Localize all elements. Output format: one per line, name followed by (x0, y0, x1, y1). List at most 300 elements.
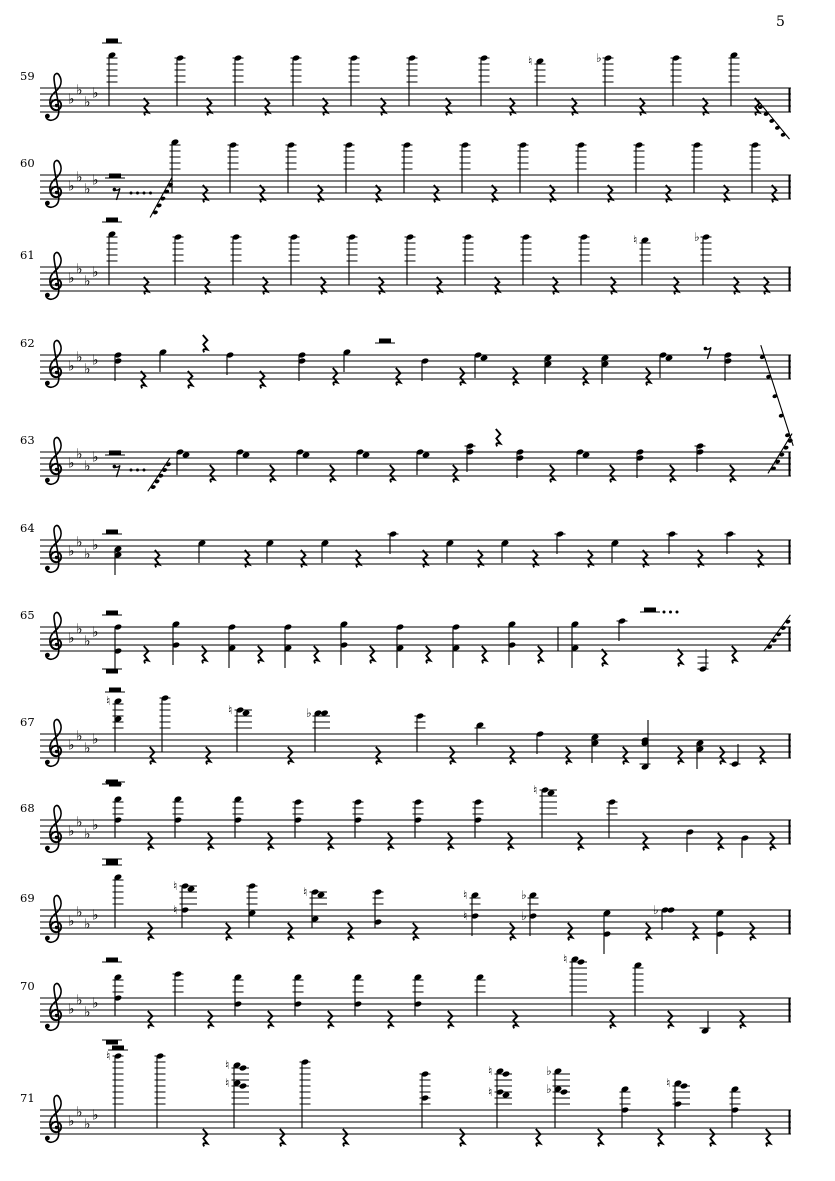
note (155, 1052, 166, 1128)
quarter-rest-icon (495, 277, 500, 294)
quarter-rest-icon (268, 1011, 273, 1028)
treble-clef-icon (45, 253, 61, 300)
note (175, 54, 186, 106)
key-signature-flat-icon: ♭ (92, 449, 99, 466)
note (698, 649, 709, 673)
measure-number: 63 (20, 433, 35, 447)
note (228, 623, 236, 668)
note (173, 970, 184, 1016)
quarter-rest-icon (764, 277, 769, 294)
quarter-rest-icon (703, 98, 708, 115)
notehead (667, 906, 675, 913)
note (686, 828, 694, 852)
note (247, 882, 258, 928)
quarter-rest-icon (460, 368, 465, 385)
note (321, 539, 329, 563)
quarter-rest-icon (448, 1011, 453, 1028)
quarter-rest-icon (602, 649, 607, 666)
note (475, 721, 486, 745)
quarter-rest-icon (434, 185, 439, 202)
system-63 (20, 429, 793, 491)
note (596, 51, 614, 106)
note (563, 952, 587, 1016)
natural-icon: ♮ (173, 903, 178, 917)
note (266, 539, 274, 563)
note (421, 357, 429, 381)
quarter-rest-icon (643, 833, 648, 850)
quarter-rest-icon (482, 646, 487, 663)
quarter-rest-icon (666, 185, 671, 202)
quarter-rest-icon (732, 646, 737, 663)
quarter-rest-icon (396, 368, 401, 385)
flat-icon: ♭ (694, 230, 700, 244)
key-signature-flat-icon: ♭ (84, 1004, 91, 1021)
quarter-rest-icon (203, 185, 208, 202)
key-signature-flat-icon: ♭ (76, 82, 83, 99)
note (555, 530, 566, 554)
quarter-rest-icon (245, 550, 250, 567)
grace-run (150, 177, 173, 217)
natural-icon: ♮ (488, 1085, 493, 1099)
augmentation-dot (149, 192, 152, 195)
quarter-rest-icon (734, 277, 739, 294)
note (291, 54, 302, 106)
key-signature-flat-icon: ♭ (92, 1107, 99, 1124)
key-signature-flat-icon: ♭ (84, 458, 91, 475)
quarter-rest-icon (144, 98, 149, 115)
quarter-rest-icon (510, 98, 515, 115)
note (694, 230, 712, 285)
key-signature-flat-icon: ♭ (68, 630, 75, 647)
natural-icon: ♮ (225, 1076, 230, 1090)
note (349, 54, 360, 106)
key-signature-flat-icon: ♭ (68, 1001, 75, 1018)
half-rest-block (105, 688, 125, 693)
quarter-rest-icon (550, 465, 555, 482)
note (696, 739, 704, 769)
note (160, 694, 171, 752)
quarter-rest-icon (608, 185, 613, 202)
key-signature-flat-icon: ♭ (68, 1113, 75, 1130)
quarter-rest-icon (760, 747, 765, 764)
quarter-rest-icon (413, 923, 418, 940)
key-signature-flat-icon: ♭ (68, 358, 75, 375)
key-signature-flat-icon: ♭ (76, 992, 83, 1009)
quarter-rest-icon (674, 277, 679, 294)
quarter-rest-icon (148, 833, 153, 850)
quarter-rest-icon (583, 368, 588, 385)
note (729, 51, 740, 106)
key-signature-flat-icon: ♭ (84, 740, 91, 757)
note (465, 442, 476, 472)
quarter-rest-icon (496, 429, 501, 446)
treble-clef-icon (45, 438, 61, 485)
natural-icon: ♮ (173, 879, 178, 893)
note (286, 141, 297, 193)
quarter-rest-icon (301, 550, 306, 567)
half-rest-block (375, 339, 395, 344)
note (405, 233, 416, 285)
measure-number: 65 (20, 608, 35, 622)
quarter-rest-icon (758, 550, 763, 567)
key-signature-flat-icon: ♭ (76, 904, 83, 921)
key-signature-flat-icon: ♭ (76, 349, 83, 366)
quarter-rest-icon (388, 833, 393, 850)
measure-number: 71 (20, 1091, 35, 1105)
quarter-rest-icon (141, 371, 146, 388)
system-61 (20, 218, 791, 300)
quarter-rest-icon (720, 747, 725, 764)
key-signature-flat-icon: ♭ (76, 446, 83, 463)
quarter-rest-icon (150, 747, 155, 764)
quarter-rest-icon (376, 185, 381, 202)
note (671, 54, 682, 106)
quarter-rest-icon (536, 1129, 541, 1146)
note (388, 530, 399, 554)
natural-icon: ♮ (533, 783, 538, 797)
treble-clef-icon (45, 1096, 61, 1143)
note (344, 141, 355, 193)
key-signature-flat-icon: ♭ (92, 264, 99, 281)
note (601, 354, 609, 384)
flat-icon: ♭ (546, 1064, 552, 1078)
quarter-rest-icon (203, 335, 208, 352)
note (343, 348, 351, 372)
half-rest-block (102, 669, 122, 674)
key-signature-flat-icon: ♭ (68, 823, 75, 840)
quarter-rest-icon (268, 833, 273, 850)
key-signature-flat-icon: ♭ (92, 817, 99, 834)
treble-clef-icon (45, 161, 61, 208)
flat-icon: ♭ (653, 903, 659, 917)
note (228, 141, 239, 193)
half-rest-block (102, 218, 122, 223)
quarter-rest-icon (144, 277, 149, 294)
key-signature-flat-icon: ♭ (92, 624, 99, 641)
half-rest-block (102, 530, 122, 535)
note (700, 1011, 711, 1035)
note (518, 141, 529, 193)
note (521, 888, 539, 936)
system-67 (20, 688, 791, 787)
treble-clef-icon (45, 806, 61, 853)
half-rest-block (108, 1046, 128, 1051)
quarter-rest-icon (321, 277, 326, 294)
key-signature-flat-icon: ♭ (76, 621, 83, 638)
quarter-rest-icon (508, 833, 513, 850)
note (298, 351, 306, 381)
natural-icon: ♮ (633, 233, 638, 247)
quarter-rest-icon (578, 833, 583, 850)
note (300, 1058, 311, 1128)
quarter-rest-icon (288, 747, 293, 764)
natural-icon: ♮ (463, 888, 468, 902)
note (107, 51, 118, 106)
measure-number: 59 (20, 69, 35, 83)
half-rest-block (640, 608, 660, 613)
natural-icon: ♮ (106, 1049, 111, 1063)
measure-number: 68 (20, 801, 35, 815)
quarter-rest-icon (437, 277, 442, 294)
natural-icon: ♮ (528, 54, 533, 68)
note (463, 233, 474, 285)
quarter-rest-icon (314, 646, 319, 663)
augmentation-dot (130, 469, 133, 472)
key-signature-flat-icon: ♭ (76, 169, 83, 186)
quarter-rest-icon (381, 98, 386, 115)
quarter-rest-icon (203, 1129, 208, 1146)
natural-icon: ♮ (463, 909, 468, 923)
note (725, 530, 736, 554)
measure-number: 69 (20, 891, 35, 905)
key-signature-flat-icon: ♭ (68, 270, 75, 287)
system-70 (20, 952, 791, 1045)
quarter-rest-icon (640, 98, 645, 115)
note (750, 141, 761, 193)
note (579, 233, 590, 285)
note (173, 879, 197, 928)
quarter-rest-icon (668, 1011, 673, 1028)
note (463, 888, 481, 936)
note (533, 783, 557, 838)
measure-number: 61 (20, 248, 35, 262)
system-62 (20, 335, 793, 446)
quarter-rest-icon (260, 185, 265, 202)
measure-number: 67 (20, 715, 35, 729)
quarter-rest-icon (553, 277, 558, 294)
quarter-rest-icon (280, 1129, 285, 1146)
natural-icon: ♮ (303, 885, 308, 899)
note (107, 230, 118, 285)
key-signature-flat-icon: ♭ (92, 907, 99, 924)
quarter-rest-icon (208, 833, 213, 850)
natural-icon: ♮ (225, 1058, 230, 1072)
key-signature-flat-icon: ♭ (84, 633, 91, 650)
flat-icon: ♭ (596, 51, 602, 65)
quarter-rest-icon (270, 465, 275, 482)
quarter-rest-icon (740, 1011, 745, 1028)
quarter-rest-icon (450, 747, 455, 764)
key-signature-flat-icon: ♭ (84, 1116, 91, 1133)
quarter-rest-icon (265, 98, 270, 115)
quarter-rest-icon (513, 1011, 518, 1028)
half-rest-block (102, 611, 122, 616)
augmentation-dot (676, 611, 679, 614)
natural-icon: ♮ (488, 1064, 493, 1078)
note (544, 354, 552, 384)
quarter-rest-icon (513, 368, 518, 385)
quarter-rest-icon (611, 277, 616, 294)
note (198, 539, 206, 563)
eighth-rest-icon (113, 188, 120, 200)
note (633, 233, 651, 285)
key-signature-flat-icon: ♭ (76, 534, 83, 551)
note (289, 233, 300, 285)
augmentation-dot (143, 192, 146, 195)
system-68 (20, 780, 791, 864)
note (284, 623, 292, 668)
natural-icon: ♮ (228, 703, 233, 717)
system-60 (20, 138, 791, 217)
note (225, 1058, 249, 1128)
half-rest-block (102, 1040, 122, 1045)
quarter-rest-icon (208, 1011, 213, 1028)
note (488, 1064, 512, 1128)
half-rest-block (105, 174, 125, 179)
natural-icon: ♮ (563, 952, 568, 966)
notehead (320, 709, 328, 716)
flat-icon: ♭ (521, 909, 527, 923)
quarter-rest-icon (453, 465, 458, 482)
key-signature-flat-icon: ♭ (84, 361, 91, 378)
quarter-rest-icon (678, 649, 683, 666)
quarter-rest-icon (598, 1129, 603, 1146)
treble-clef-icon (45, 74, 61, 121)
note (653, 903, 675, 930)
quarter-rest-icon (348, 923, 353, 940)
treble-clef-icon (45, 896, 61, 943)
quarter-rest-icon (263, 277, 268, 294)
treble-clef-icon (45, 984, 61, 1031)
key-signature-flat-icon: ♭ (68, 91, 75, 108)
note (113, 873, 124, 928)
quarter-rest-icon (323, 98, 328, 115)
key-signature-flat-icon: ♭ (84, 94, 91, 111)
flat-icon: ♭ (306, 706, 312, 720)
note (231, 233, 242, 285)
quarter-rest-icon (328, 833, 333, 850)
note (640, 720, 651, 771)
key-signature-flat-icon: ♭ (68, 178, 75, 195)
note (516, 448, 524, 478)
quarter-rest-icon (658, 1129, 663, 1146)
treble-clef-icon (45, 341, 61, 388)
key-signature-flat-icon: ♭ (84, 273, 91, 290)
quarter-rest-icon (148, 1011, 153, 1028)
quarter-rest-icon (188, 371, 193, 388)
natural-icon: ♮ (666, 1076, 671, 1090)
note (114, 623, 122, 671)
quarter-rest-icon (144, 646, 149, 663)
key-signature-flat-icon: ♭ (68, 455, 75, 472)
key-signature-flat-icon: ♭ (84, 916, 91, 933)
quarter-rest-icon (766, 1129, 771, 1146)
key-signature-flat-icon: ♭ (76, 261, 83, 278)
measure-number: 62 (20, 336, 35, 350)
quarter-rest-icon (710, 1129, 715, 1146)
measure-number: 70 (20, 979, 35, 993)
quarter-rest-icon (206, 747, 211, 764)
grace-run (759, 345, 793, 446)
quarter-rest-icon (423, 550, 428, 567)
augmentation-dot (143, 469, 146, 472)
quarter-rest-icon (550, 185, 555, 202)
quarter-rest-icon (388, 1011, 393, 1028)
flat-icon: ♭ (521, 888, 527, 902)
key-signature-flat-icon: ♭ (92, 172, 99, 189)
note (666, 1076, 690, 1128)
note (741, 834, 749, 858)
quarter-rest-icon (646, 368, 651, 385)
quarter-rest-icon (376, 747, 381, 764)
treble-clef-icon (45, 720, 61, 767)
quarter-rest-icon (258, 646, 263, 663)
quarter-rest-icon (328, 1011, 333, 1028)
quarter-rest-icon (210, 465, 215, 482)
quarter-rest-icon (226, 923, 231, 940)
treble-clef-icon (45, 613, 61, 660)
note (730, 744, 741, 768)
quarter-rest-icon (670, 465, 675, 482)
quarter-rest-icon (318, 185, 323, 202)
quarter-rest-icon (148, 923, 153, 940)
note (233, 54, 244, 106)
quarter-rest-icon (770, 833, 775, 850)
quarter-rest-icon (568, 923, 573, 940)
note (636, 448, 644, 478)
note (228, 703, 252, 752)
quarter-rest-icon (678, 747, 683, 764)
quarter-rest-icon (510, 747, 515, 764)
quarter-rest-icon (460, 1129, 465, 1146)
key-signature-flat-icon: ♭ (92, 537, 99, 554)
quarter-rest-icon (643, 550, 648, 567)
note (521, 233, 532, 285)
key-signature-flat-icon: ♭ (76, 814, 83, 831)
eighth-rest-icon (113, 465, 120, 477)
key-signature-flat-icon: ♭ (84, 546, 91, 563)
quarter-rest-icon (390, 465, 395, 482)
quarter-rest-icon (566, 747, 571, 764)
quarter-rest-icon (333, 368, 338, 385)
half-rest-block (102, 39, 122, 44)
quarter-rest-icon (718, 833, 723, 850)
quarter-rest-icon (610, 465, 615, 482)
measure-number: 60 (20, 156, 35, 170)
note (667, 530, 678, 554)
key-signature-flat-icon: ♭ (92, 352, 99, 369)
note (634, 141, 645, 193)
flat-icon: ♭ (546, 1082, 552, 1096)
key-signature-flat-icon: ♭ (92, 995, 99, 1012)
quarter-rest-icon (207, 98, 212, 115)
note (546, 1064, 570, 1128)
note (692, 141, 703, 193)
note (695, 442, 706, 472)
page-number: 5 (776, 14, 785, 30)
quarter-rest-icon (646, 923, 651, 940)
eighth-rest-icon (704, 347, 711, 359)
quarter-rest-icon (446, 98, 451, 115)
quarter-rest-icon (724, 185, 729, 202)
system-71 (20, 1046, 791, 1147)
quarter-rest-icon (772, 185, 777, 202)
quarter-rest-icon (260, 371, 265, 388)
quarter-rest-icon (370, 646, 375, 663)
half-rest-block (102, 861, 122, 866)
natural-icon: ♮ (106, 694, 111, 708)
quarter-rest-icon (288, 923, 293, 940)
note (528, 54, 546, 106)
quarter-rest-icon (750, 923, 755, 940)
note (407, 54, 418, 106)
augmentation-dot (663, 611, 666, 614)
note (501, 539, 509, 563)
augmentation-dot (669, 611, 672, 614)
quarter-rest-icon (572, 98, 577, 115)
quarter-rest-icon (448, 833, 453, 850)
augmentation-dot (136, 469, 139, 472)
